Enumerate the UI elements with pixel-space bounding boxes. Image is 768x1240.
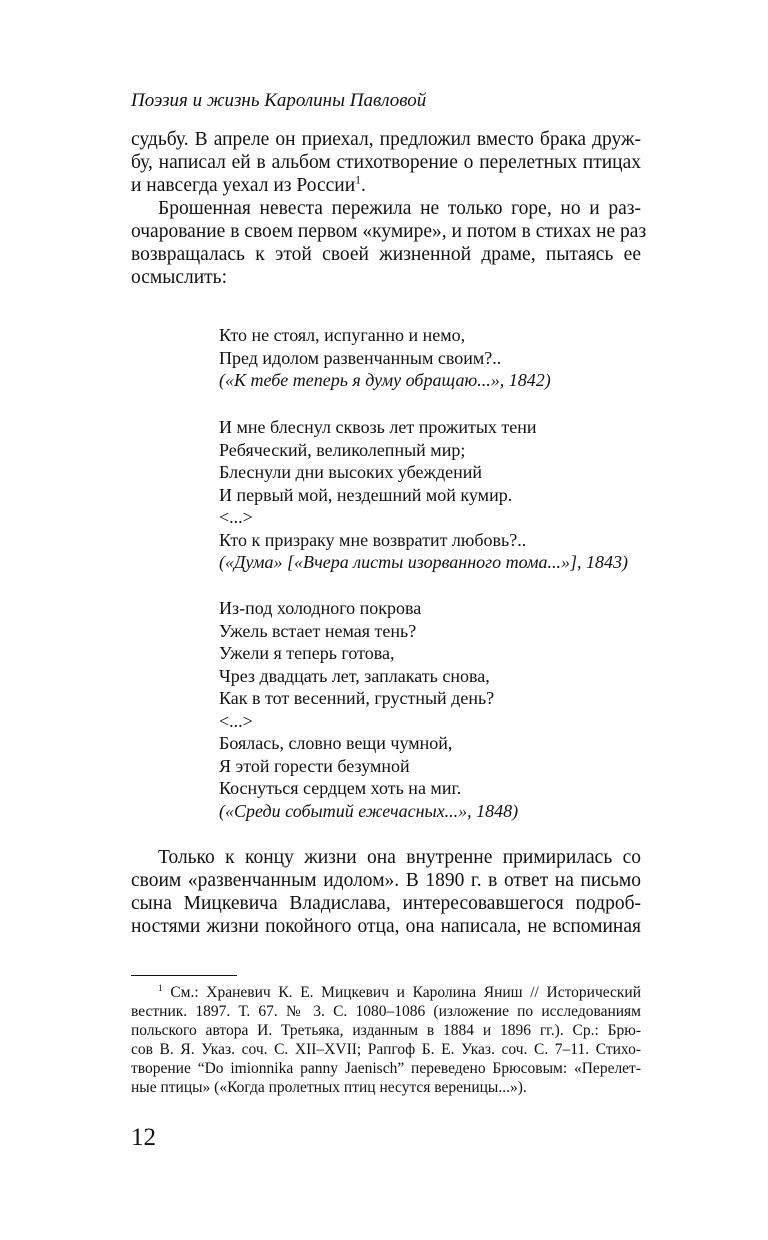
poem-line: И мне блеснул сквозь лет прожитых тени	[219, 417, 537, 437]
footnote-separator	[131, 975, 237, 976]
text-line: ностями жизни покойного отца, она написала, не вспоминая	[131, 916, 641, 937]
poem-source: («К тебе теперь я думу обращаю...», 1842)	[219, 370, 551, 390]
running-header: Поэзия и жизнь Каролины Павловой	[131, 90, 427, 111]
text-line-content: и навсегда уехал из России	[131, 175, 356, 196]
text-line: своим «развенчанным идолом». В 1890 г. в ответ на письмо	[131, 870, 641, 891]
text-line: сына Мицкевича Владислава, интересовавшегося подроб-	[131, 893, 641, 914]
footnote-line: сов В. Я. Указ. соч. С. XII–XVII; Рапгоф Б. Е. Указ. соч. С. 7–11. Стихо-	[131, 1041, 641, 1058]
poem-source: («Среди событий ежечасных...», 1848)	[219, 800, 519, 821]
page-number: 12	[131, 1124, 156, 1151]
poem-line: Ужель встает немая тень?	[219, 620, 417, 641]
poem-line: Ребяческий, великолепный мир;	[219, 439, 466, 460]
poem-line: Кто не стоял, испуганно и немо,	[219, 325, 466, 345]
poem-line: Боялась, словно вещи чумной,	[219, 733, 453, 753]
poem-line: Из-под холодного покрова	[219, 598, 422, 618]
poem-line: Как в тот весенний, грустный день?	[219, 688, 495, 708]
text-line: бу, написал ей в альбом стихотворение о перелетных птицах	[131, 152, 641, 173]
text-line-end: .	[360, 175, 366, 196]
text-line: судьбу. В апреле он приехал, предложил вместо брака друж-	[131, 129, 641, 150]
footnote-line	[131, 983, 641, 1002]
text-line: возвращалась к этой своей жизненной драме, пытаясь ее	[131, 244, 641, 265]
poem-source: («Дума» [«Вчера листы изорванного тома...»], 1843)	[219, 552, 628, 572]
footnote-line: творение “Do imionnika panny Jaenisch” переведено Брюсовым: «Перелет-	[131, 1060, 641, 1077]
poem-line: И первый мой, нездешний мой кумир.	[219, 484, 513, 505]
footnote-line: ные птицы» («Когда пролетных птиц несутся вереницы...»).	[131, 1079, 527, 1096]
poem-line: Ужели я теперь готова,	[219, 643, 395, 663]
poem-excerpt-2	[219, 416, 628, 574]
poem-line: Кто к призраку мне возвратит любовь?..	[219, 529, 527, 550]
footnote-line: польского автора И. Третьяка, изданным в 1884 и 1896 гг.). Ср.: Брю-	[131, 1022, 641, 1039]
footnote-reference[interactable]: 1	[355, 173, 361, 187]
text-line: очарование в своем первом «кумире», и потом в стихах не раз	[131, 221, 647, 242]
poem-ellipsis: <...>	[219, 710, 253, 731]
text-line: Брошенная невеста пережила не только горе, но и раз-	[158, 198, 641, 219]
footnote-line: вестник. 1897. Т. 67. № 3. С. 1080–1086 (изложение по исследованиям	[131, 1003, 641, 1020]
poem-line: Чрез двадцать лет, заплакать снова,	[219, 665, 490, 686]
poem-line: Пред идолом развенчанным своим?..	[219, 347, 502, 368]
text-line: осмыслить:	[131, 267, 227, 288]
footnote-mark: 1	[158, 983, 163, 994]
poem-ellipsis: <...>	[219, 507, 253, 527]
poem-excerpt-3	[219, 597, 518, 822]
poem-line: Коснуться сердцем хоть на миг.	[219, 778, 462, 798]
text-line: Только к концу жизни она внутренне примирилась со	[158, 847, 641, 868]
poem-line: Я этой горести безумной	[219, 755, 410, 776]
poem-excerpt-1	[219, 324, 551, 392]
text-line	[131, 174, 641, 197]
footnote-text: См.: Храневич К. Е. Мицкевич и Каролина Яниш // Исторический	[170, 984, 642, 1001]
poem-line: Блеснули дни высоких убеждений	[219, 462, 483, 482]
